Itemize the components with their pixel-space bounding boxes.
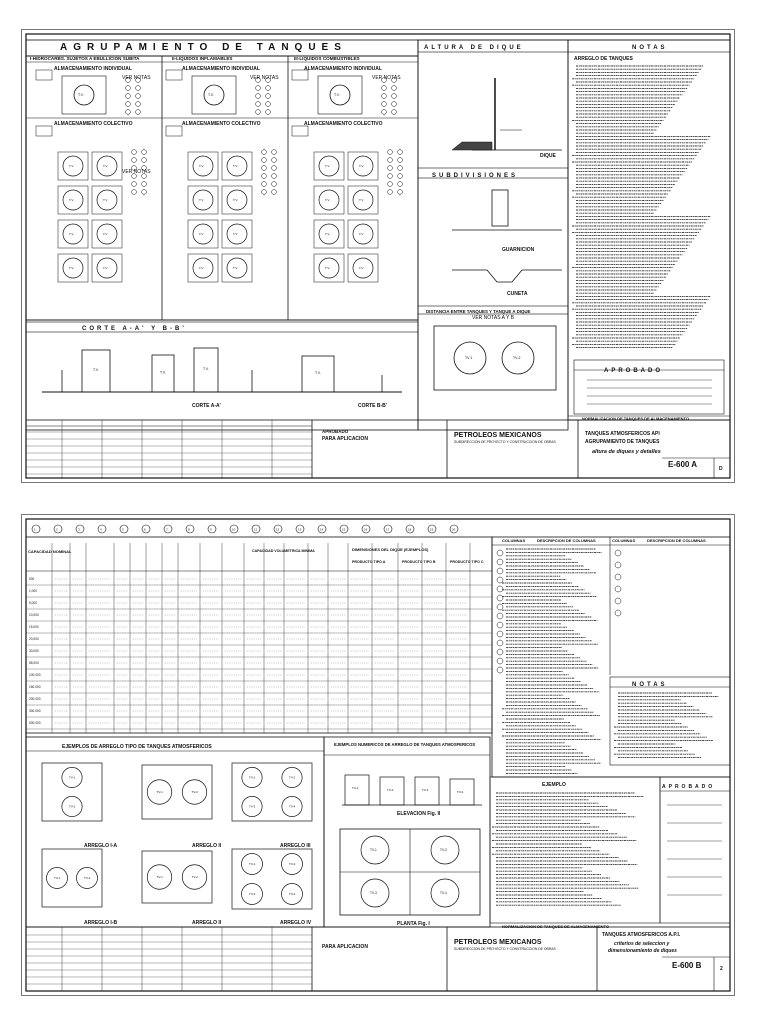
tank-label: TV-2 xyxy=(513,356,521,360)
note-circle xyxy=(142,158,147,163)
arreglo-3: ARREGLO III xyxy=(280,843,311,849)
note-circle xyxy=(272,150,277,155)
col1-heading: I-HIDROCARBS. SUJETOS A EBULLICION SUBITA xyxy=(30,56,140,61)
normalizacion-label-2: NORMALIZACION DE TANQUES DE ALMACENAMIENTO xyxy=(502,924,610,929)
note-circle xyxy=(388,150,393,155)
tank-label: T.V. xyxy=(69,232,74,236)
tank-label: T.V. xyxy=(315,371,321,375)
desc2-line2: criterios de seleccion y xyxy=(614,941,670,947)
tank-label: T.V. xyxy=(199,164,204,168)
example-tank-label: TV-1 xyxy=(249,775,256,780)
capacity-cell: 5,000 xyxy=(29,601,37,605)
group-marker xyxy=(166,70,182,80)
cuneta-label: CUNETA xyxy=(507,291,528,297)
tank-circle xyxy=(204,85,224,105)
desc-marker xyxy=(615,550,621,556)
guarnicion-section xyxy=(492,190,508,226)
desc-col-head-2: DESCRIPCION DE COLUMNAS xyxy=(647,538,706,543)
plan-tank-label: TV-4 xyxy=(440,891,447,895)
example-tank-label: TV-2 xyxy=(69,804,76,809)
note-circle xyxy=(136,94,141,99)
note-circle xyxy=(256,110,261,115)
details-frame xyxy=(418,40,568,430)
example-tank-label: TV-3 xyxy=(249,804,256,809)
note-circle xyxy=(262,190,267,195)
col2-heading: II-LIQUIDOS INFLAMABLES xyxy=(172,56,233,61)
note-circle xyxy=(382,86,387,91)
corte-frame xyxy=(26,320,418,430)
tank-label: T.V. xyxy=(233,232,238,236)
tank-label: T.V. xyxy=(69,266,74,270)
dim-sub-c: PRODUCTO TIPO C xyxy=(450,560,484,564)
revision-2: 2 xyxy=(720,966,723,972)
desc-line3: altura de diques y detalles xyxy=(592,449,661,455)
group-marker xyxy=(36,126,52,136)
tank-label: T.V. xyxy=(359,266,364,270)
tank-circle xyxy=(74,85,94,105)
note-circle xyxy=(388,182,393,187)
note-circle xyxy=(132,158,137,163)
capacity-cell: 10,000 xyxy=(29,613,39,617)
group-marker xyxy=(166,126,182,136)
group-marker xyxy=(292,126,308,136)
note-circle xyxy=(382,102,387,107)
dim-dique-head: DIMENSIONES DEL DIQUE (EJEMPLOS) xyxy=(352,547,429,552)
column-marker-label: 4 xyxy=(100,527,102,532)
tank-label: T.V. xyxy=(103,266,108,270)
note-circle xyxy=(126,110,131,115)
example-tank-label: TV-1 xyxy=(156,790,163,794)
note-circle xyxy=(272,158,277,163)
note-circle xyxy=(272,166,277,171)
arreglo-5: ARREGLO II xyxy=(192,920,222,926)
note-circle xyxy=(398,174,403,179)
example-tank-label: TV-1 xyxy=(156,875,163,879)
capacity-cell: 500 xyxy=(29,577,35,581)
tank-label: T.V. xyxy=(325,232,330,236)
note-circle xyxy=(398,158,403,163)
note-circle xyxy=(266,94,271,99)
tank-label: T.V. xyxy=(103,198,108,202)
example-dike xyxy=(232,849,312,909)
colectivo-label-1: ALMACENAMIENTO COLECTIVO xyxy=(54,121,133,127)
dike-enclosure xyxy=(192,76,236,114)
example-tank-label: TV-4 xyxy=(289,892,296,896)
capacity-cell: 1,000 xyxy=(29,589,37,593)
note-circle xyxy=(126,86,131,91)
individual-label-1: ALMACENAMIENTO INDIVIDUAL xyxy=(54,66,132,72)
column-marker-label: 8 xyxy=(188,527,190,532)
corte-title: CORTE A-A' Y B-B' xyxy=(82,326,187,332)
drawing-sheet-e600a xyxy=(22,30,734,482)
tank-label: T.V. xyxy=(199,232,204,236)
ver-notas-4: VER NOTAS xyxy=(122,169,151,175)
example-tank-label: TV-3 xyxy=(249,892,256,896)
note-circle xyxy=(126,102,131,107)
column-marker-label: 2 xyxy=(56,527,58,532)
note-circle xyxy=(142,182,147,187)
revision: D xyxy=(719,466,723,472)
note-circle xyxy=(262,158,267,163)
drawing-sheet-e600b xyxy=(22,515,734,995)
note-circle xyxy=(266,110,271,115)
note-circle xyxy=(398,182,403,187)
distancia-dike xyxy=(434,326,556,390)
note-circle xyxy=(256,94,261,99)
example-tank-label: TV-2 xyxy=(289,862,296,866)
tank-label: T.V. xyxy=(69,198,74,202)
capacity-cell: 200,000 xyxy=(29,697,41,701)
planta-label: PLANTA Fig. I xyxy=(397,921,430,927)
tank-label: T.V. xyxy=(103,164,108,168)
tank-label: T.V. xyxy=(325,198,330,202)
arreglo-2: ARREGLO II xyxy=(192,843,222,849)
tank-label: T.V. xyxy=(233,198,238,202)
para-aplicacion-2: PARA APLICACION xyxy=(322,944,368,950)
company-sub-2: SUBDIRECCION DE PROYECTO Y CONSTRUCCION DE OBRAS xyxy=(454,947,556,951)
ver-notas-2: VER NOTAS xyxy=(250,75,279,81)
tank-label: T.V. xyxy=(233,164,238,168)
note-circle xyxy=(256,86,261,91)
note-circle xyxy=(272,182,277,187)
column-marker-label: 15 xyxy=(342,527,346,532)
aprobado-title: APROBADO xyxy=(604,368,664,374)
note-circle xyxy=(388,158,393,163)
note-circle xyxy=(392,86,397,91)
capacity-cell: 15,000 xyxy=(29,625,39,629)
ejemplo-body xyxy=(492,791,652,909)
ejemplos-frame xyxy=(26,737,324,927)
desc-marker xyxy=(615,574,621,580)
tank-label: T.V. xyxy=(325,164,330,168)
corte-b-label: CORTE B-B' xyxy=(358,403,387,409)
arreglo-1: ARREGLO I-A xyxy=(84,843,118,849)
note-circle xyxy=(142,150,147,155)
note-text-lines xyxy=(572,64,720,349)
note-circle xyxy=(262,166,267,171)
aprobado-title-2: APROBADO xyxy=(662,784,716,790)
note-circle xyxy=(132,182,137,187)
desc-line1: TANQUES ATMOSFERICOS API xyxy=(585,431,660,437)
desc-col-head-1: DESCRIPCION DE COLUMNAS xyxy=(537,538,596,543)
example-tank-label: TV-1 xyxy=(54,876,61,880)
capacity-cell: 20,000 xyxy=(29,637,39,641)
guarnicion-label: GUARNICION xyxy=(502,247,535,253)
note-circle xyxy=(388,166,393,171)
note-circle xyxy=(392,94,397,99)
individual-label-3: ALMACENAMIENTO INDIVIDUAL xyxy=(304,66,382,72)
column-marker-label: 13 xyxy=(298,527,302,532)
columnas-head-2: COLUMNAS xyxy=(612,538,636,543)
tank-label: TV-1 xyxy=(465,356,473,360)
tank-label: T.V. xyxy=(103,232,108,236)
example-dike xyxy=(42,763,102,821)
tank-label: T.V. xyxy=(359,232,364,236)
tank-label: T.V. xyxy=(78,93,84,97)
example-tank-label: TV-2 xyxy=(191,875,198,879)
company-name-2: PETROLEOS MEXICANOS xyxy=(454,939,542,946)
tank-label: T.V. xyxy=(199,198,204,202)
tank-label: T.V. xyxy=(93,368,99,372)
note-circle xyxy=(142,190,147,195)
example-tank-label: TV-2 xyxy=(191,790,198,794)
arreglo-4: ARREGLO I-B xyxy=(84,920,118,926)
note-circle xyxy=(388,190,393,195)
column-descriptions xyxy=(502,547,607,777)
tank-label: T.V. xyxy=(359,164,364,168)
dim-sub-b: PRODUCTO TIPO B xyxy=(402,560,436,564)
column-marker-label: 16 xyxy=(364,527,368,532)
note-circle xyxy=(132,150,137,155)
note-circle xyxy=(136,86,141,91)
capacity-cell: 300,000 xyxy=(29,709,41,713)
ejemplos-num-title: EJEMPLOS NUMERICOS DE ARREGLO DE TANQUES ATMOSFERICOS xyxy=(334,742,476,747)
notes-body-2 xyxy=(614,691,724,761)
note-text-lines xyxy=(502,547,607,777)
tank-label: T.V. xyxy=(233,266,238,270)
column-marker-label: 19 xyxy=(430,527,434,532)
note-circle xyxy=(272,190,277,195)
elev-tank-label: TV-4 xyxy=(457,790,464,794)
altura-title: ALTURA DE DIQUE xyxy=(424,45,524,51)
note-circle xyxy=(392,110,397,115)
dique-label: DIQUE xyxy=(540,153,556,159)
elevacion-label: ELEVACION Fig. II xyxy=(397,811,441,817)
drawing-number-2: E-600 B xyxy=(672,961,702,970)
individual-label-2: ALMACENAMIENTO INDIVIDUAL xyxy=(182,66,260,72)
dike-enclosure xyxy=(318,76,362,114)
ver-notas-ab: VER NOTAS A Y B xyxy=(472,315,514,321)
note-circle xyxy=(136,102,141,107)
group-marker xyxy=(36,70,52,80)
note-circle xyxy=(262,182,267,187)
para-aplicacion: PARA APLICACION xyxy=(322,436,368,442)
normalizacion-label: NORMALIZACION DE TANQUES DE ALMACENAMIENTO xyxy=(582,416,690,421)
dike-enclosure xyxy=(62,76,106,114)
capacity-cell: 150,000 xyxy=(29,685,41,689)
plan-tank-label: TV-2 xyxy=(440,848,447,852)
capacity-cell: 30,000 xyxy=(29,649,39,653)
column-marker-label: 11 xyxy=(254,527,258,532)
example-tank-label: TV-4 xyxy=(289,804,296,809)
colectivo-label-3: ALMACENAMIENTO COLECTIVO xyxy=(304,121,383,127)
note-circle xyxy=(136,110,141,115)
ejemplos-title: EJEMPLOS DE ARREGLO TIPO DE TANQUES ATMOSFERICOS xyxy=(62,744,212,750)
desc2-line3: dimensionamiento de diques xyxy=(608,948,677,954)
tank-label: T.V. xyxy=(69,164,74,168)
note-circle xyxy=(266,102,271,107)
capacity-cell: 100,000 xyxy=(29,673,41,677)
tank-label: T.V. xyxy=(199,266,204,270)
dim-sub-a: PRODUCTO TIPO A xyxy=(352,560,386,564)
column-marker-label: 14 xyxy=(320,527,324,532)
note-circle xyxy=(262,174,267,179)
tank-label: T.V. xyxy=(334,93,340,97)
example-tank-label: TV-2 xyxy=(289,775,296,780)
cap-vol-head: CAPACIDAD VOLUMETRICA MINIMA xyxy=(252,549,315,553)
note-circle xyxy=(398,190,403,195)
subdivisiones-title: SUBDIVISIONES xyxy=(432,173,519,179)
example-dike xyxy=(142,765,212,819)
capacity-cell: 500,000 xyxy=(29,721,41,725)
drawing-number: E-600 A xyxy=(668,460,698,469)
elev-tank-label: TV-2 xyxy=(387,788,394,792)
column-marker-label: 5 xyxy=(122,527,124,532)
columnas-head-1: COLUMNAS xyxy=(502,538,526,543)
column-marker-label: 18 xyxy=(408,527,412,532)
ver-notas-1: VER NOTAS xyxy=(122,75,151,81)
tank-label: T.V. xyxy=(325,266,330,270)
note-circle xyxy=(272,174,277,179)
cuneta-profile xyxy=(452,270,562,282)
note-circle xyxy=(388,174,393,179)
column-marker-label: 9 xyxy=(210,527,212,532)
tank-circle xyxy=(330,85,350,105)
elev-tank xyxy=(345,775,369,805)
note-text-lines xyxy=(492,791,652,909)
column-marker-label: 3 xyxy=(78,527,80,532)
company-sub: SUBDIRECCION DE PROYECTO Y CONSTRUCCION DE OBRAS xyxy=(454,440,556,444)
desc-line2: AGRUPAMIENTO DE TANQUES xyxy=(585,439,660,445)
cap-nominal-head: CAPACIDAD NOMINAL xyxy=(28,549,72,554)
column-marker-label: 6 xyxy=(144,527,146,532)
desc2-line1: TANQUES ATMOSFERICOS A.P.I. xyxy=(602,932,681,938)
sheet1-title: AGRUPAMIENTO DE TANQUES xyxy=(60,42,347,53)
note-text-lines xyxy=(614,691,724,761)
note-circle xyxy=(132,190,137,195)
note-circle xyxy=(392,102,397,107)
ver-notas-3: VER NOTAS xyxy=(372,75,401,81)
note-circle xyxy=(256,102,261,107)
arreglo-6: ARREGLO IV xyxy=(280,920,312,926)
note-circle xyxy=(398,166,403,171)
note-circle xyxy=(398,150,403,155)
example-dike xyxy=(42,849,102,907)
notes-body xyxy=(572,64,720,349)
note-circle xyxy=(126,94,131,99)
capacity-cell: 55,000 xyxy=(29,661,39,665)
notas-sub: ARREGLO DE TANQUES xyxy=(574,56,633,62)
dike-footing xyxy=(452,142,492,150)
elev-tank-label: TV-1 xyxy=(352,786,359,790)
elev-tank-label: TV-3 xyxy=(422,788,429,792)
tank-label: T.V. xyxy=(359,198,364,202)
company-name: PETROLEOS MEXICANOS xyxy=(454,432,542,439)
example-tank-label: TV-1 xyxy=(249,862,256,866)
ejemplo-title: EJEMPLO xyxy=(542,782,566,788)
note-circle xyxy=(266,86,271,91)
column-marker-label: 17 xyxy=(386,527,390,532)
desc-marker xyxy=(615,610,621,616)
notas-title: NOTAS xyxy=(632,45,668,51)
notas-title-2: NOTAS xyxy=(632,682,668,688)
corte-a-label: CORTE A-A' xyxy=(192,403,221,409)
column-marker-label: 10 xyxy=(232,527,236,532)
example-dike xyxy=(142,851,212,903)
tank-label: T.V. xyxy=(160,370,166,375)
plan-tank-label: TV-3 xyxy=(370,891,377,895)
distancia-title: DISTANCIA ENTRE TANQUES Y TANQUE A DIQUE xyxy=(426,309,531,314)
colectivo-label-2: ALMACENAMIENTO COLECTIVO xyxy=(182,121,261,127)
col3-heading: III-LIQUIDOS COMBUSTIBLES xyxy=(294,56,360,61)
numeric-frame xyxy=(324,737,490,927)
note-circle xyxy=(382,94,387,99)
aprobado-tb: APROBADO xyxy=(322,429,349,434)
tank-label: T.V. xyxy=(208,93,214,97)
column-marker-label: 20 xyxy=(452,527,456,532)
note-circle xyxy=(382,110,387,115)
tank-label: T.V. xyxy=(203,367,209,371)
example-tank-label: TV-1 xyxy=(69,775,76,780)
plan-tank-label: TV-1 xyxy=(370,848,377,852)
approval-box-2 xyxy=(660,777,730,923)
column-marker-label: 1 xyxy=(34,527,36,532)
column-marker-label: 7 xyxy=(166,527,168,532)
desc-marker xyxy=(615,562,621,568)
example-tank-label: TV-2 xyxy=(84,876,91,880)
column-marker-label: 12 xyxy=(276,527,280,532)
desc-marker xyxy=(615,598,621,604)
note-circle xyxy=(262,150,267,155)
desc-marker xyxy=(615,586,621,592)
